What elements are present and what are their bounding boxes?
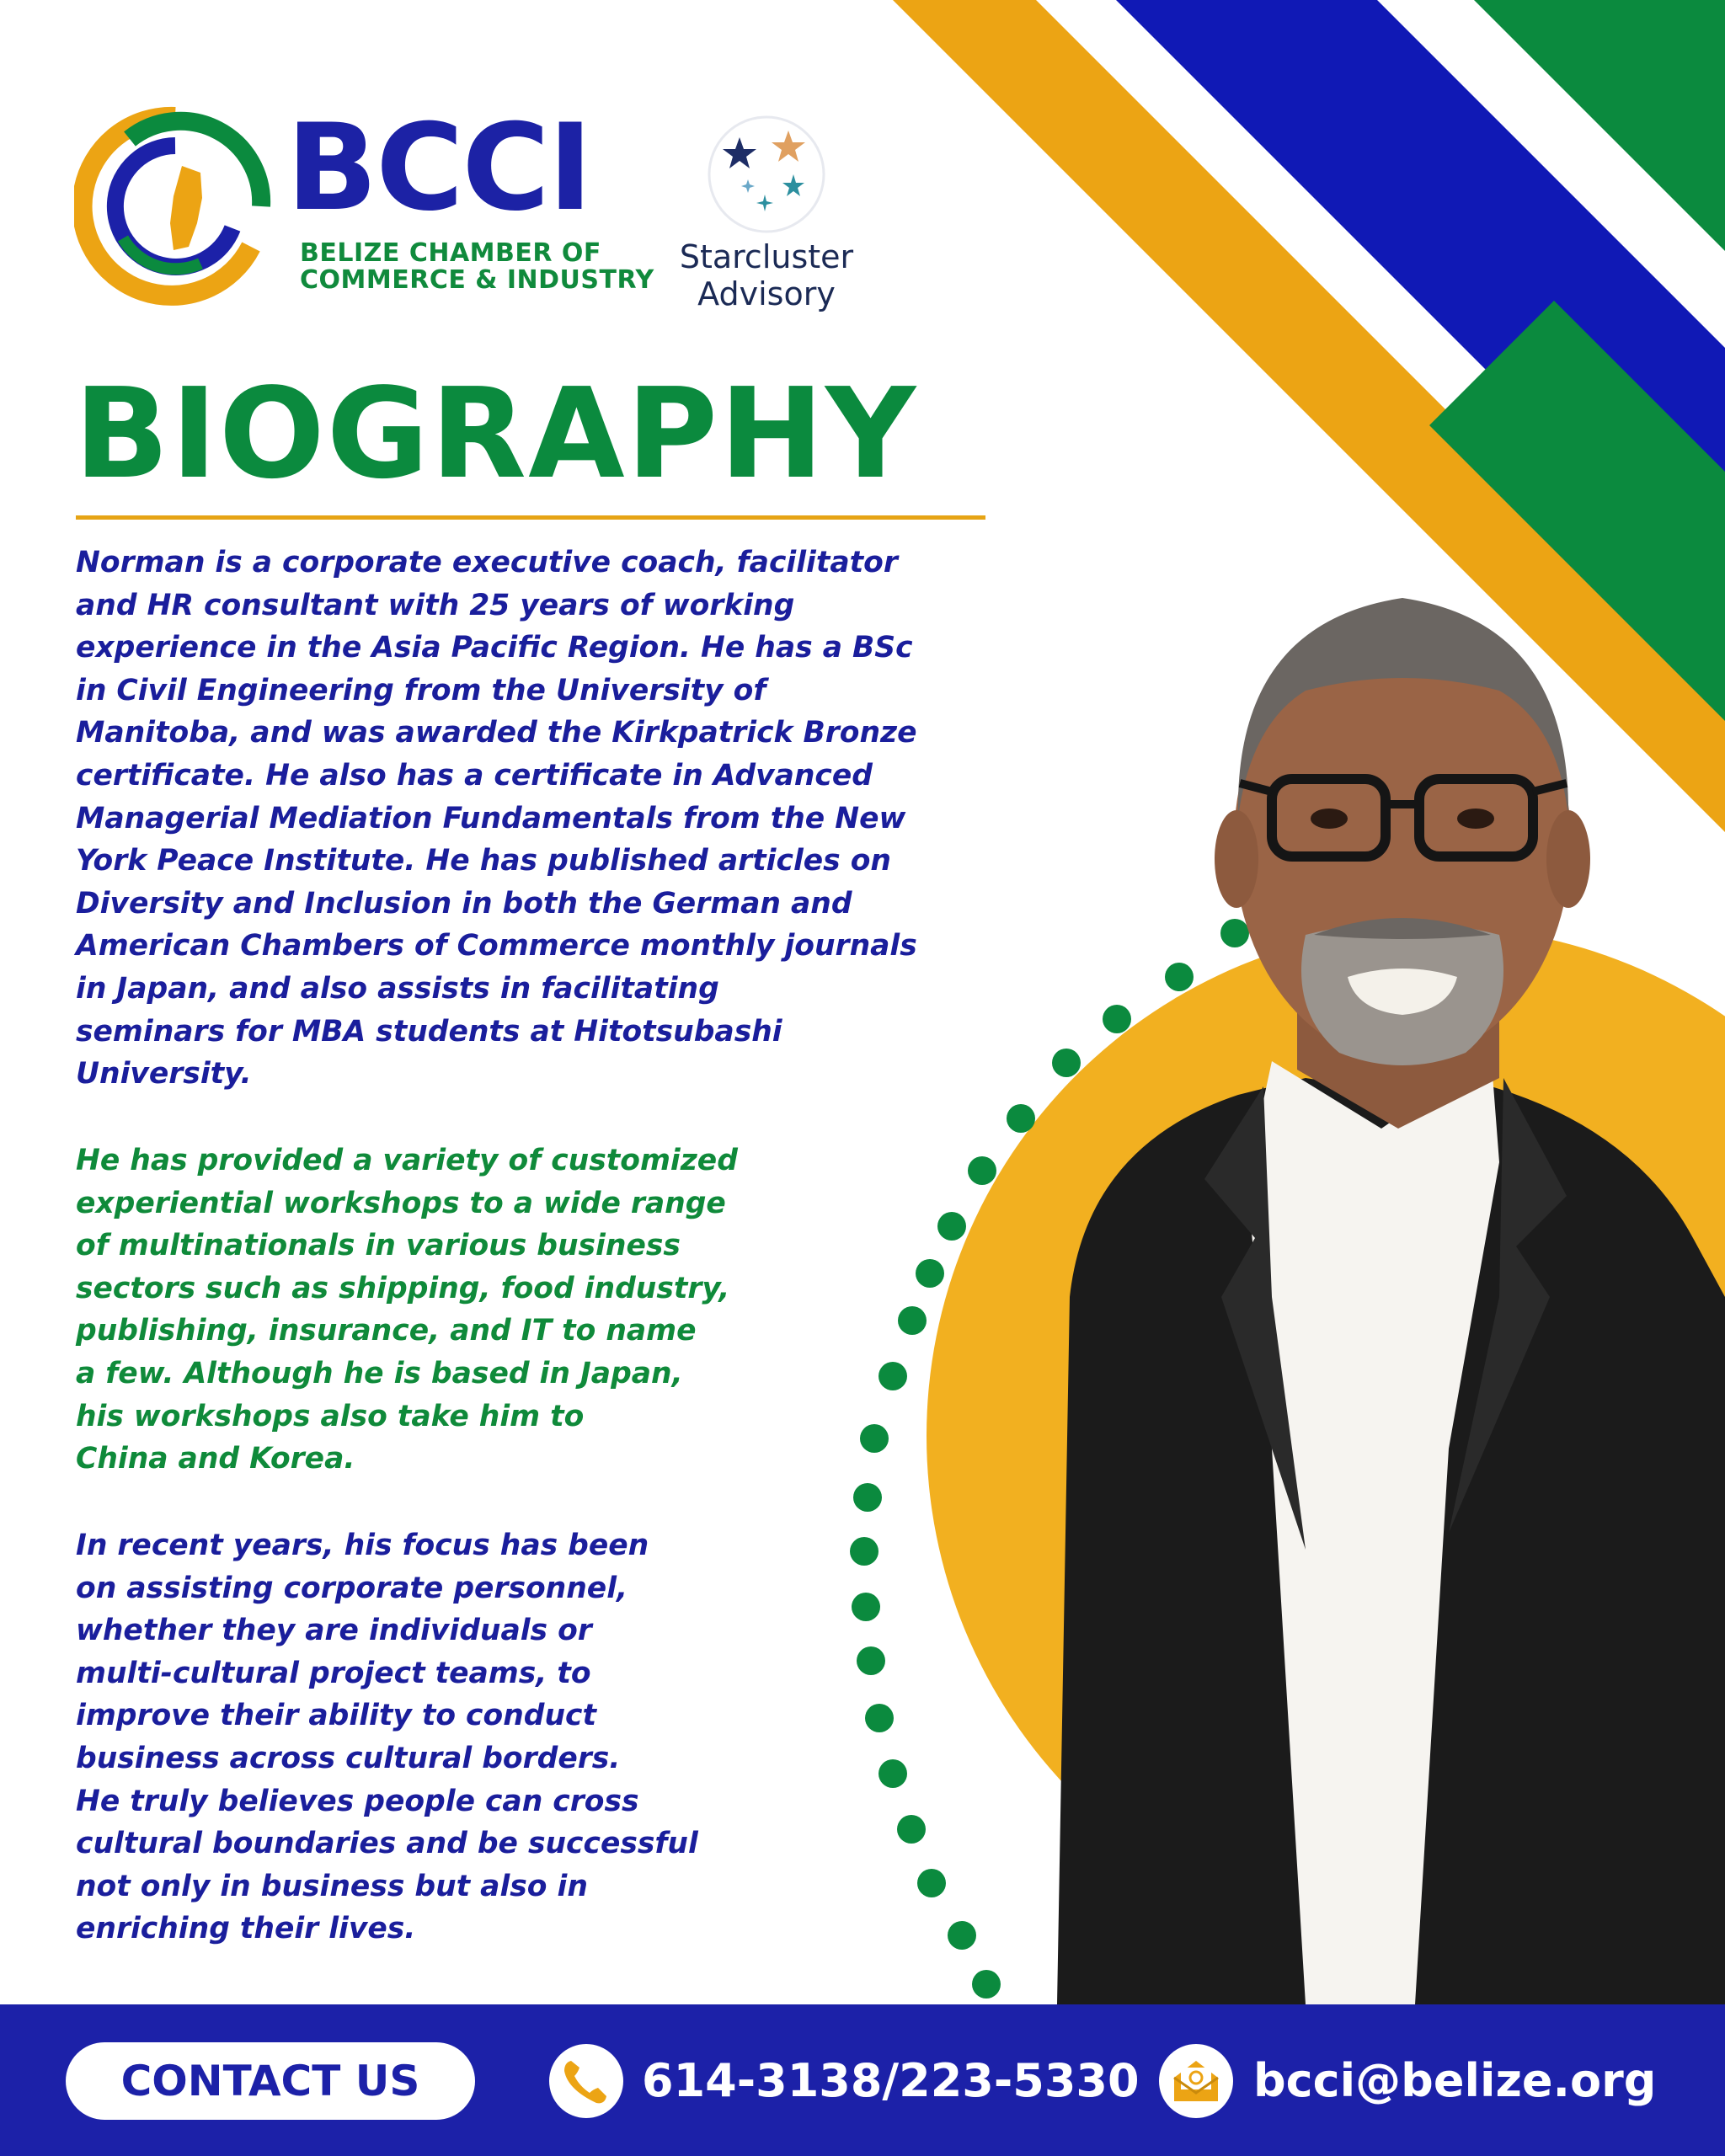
page-title: BIOGRAPHY bbox=[74, 361, 918, 506]
footer-bar bbox=[0, 2004, 1725, 2156]
bcci-logo bbox=[74, 99, 654, 307]
decorative-dot bbox=[879, 1759, 907, 1788]
decorative-dot bbox=[860, 1424, 889, 1453]
bcci-acronym bbox=[286, 99, 591, 237]
decorative-dot bbox=[857, 1646, 885, 1675]
decorative-dot bbox=[850, 1537, 879, 1566]
bcci-acronym-main: BCC bbox=[286, 99, 548, 237]
decorative-dot bbox=[865, 1704, 894, 1732]
email-icon bbox=[1156, 2041, 1236, 2121]
bcci-emblem-icon bbox=[74, 105, 276, 307]
bio-paragraph-2: He has provided a variety of customized experiential workshops to a wide range of multinationals in various business sectors such as shipping, food industry, publishing, insurance, and IT to name a few. Although he is based in Japan, his workshops also take him to China and Korea. bbox=[76, 1144, 738, 1476]
phone-icon bbox=[546, 2041, 627, 2121]
starcluster-name-line1: Starcluster bbox=[679, 238, 854, 275]
decorative-dot bbox=[853, 1483, 882, 1512]
bcci-name-line1: BELIZE CHAMBER OF bbox=[300, 238, 601, 268]
bio-paragraph-1: Norman is a corporate executive coach, facilitator and HR consultant with 25 years of working experience in the Asia Pacific Region. He has a BSc in Civil Engineering from the University of Manitoba, and was awarded the Kirkpatrick Bronze certificate. He also has a certificate in Advanced Managerial Mediation Fundamentals from the New York Peace Institute. He has published articles on Diversity and Inclusion in both the German and American Chambers of Commerce monthly journals in Japan, and also assists in facilitating seminars for MBA students at Hitotsubashi University. bbox=[76, 546, 917, 1091]
title-divider bbox=[76, 515, 985, 520]
decorative-dot bbox=[852, 1593, 880, 1621]
starcluster-logo bbox=[665, 114, 868, 316]
email-address-link[interactable]: bcci@belize.org bbox=[1253, 2054, 1657, 2107]
bcci-name-line2: COMMERCE & INDUSTRY bbox=[300, 265, 654, 295]
bio-paragraph-3: In recent years, his focus has been on assisting corporate personnel, whether they are individuals or multi-cultural project teams, to improve their ability to conduct business across cultural borders. He truly believes people can cross cultural boundaries and be successful not only in business but also in enriching their lives. bbox=[76, 1529, 698, 1946]
star-cluster-icon bbox=[706, 114, 827, 235]
bcci-acronym-last: I bbox=[547, 99, 591, 237]
starcluster-name-line2: Advisory bbox=[697, 275, 836, 312]
phone-number-link[interactable]: 614-3138/223-5330 bbox=[642, 2054, 1140, 2107]
starcluster-name bbox=[665, 238, 868, 312]
bcci-fullname bbox=[300, 240, 654, 294]
contact-us-button[interactable]: CONTACT US bbox=[66, 2042, 475, 2120]
decorative-dot bbox=[879, 1362, 907, 1390]
portrait-photo bbox=[910, 539, 1725, 2004]
